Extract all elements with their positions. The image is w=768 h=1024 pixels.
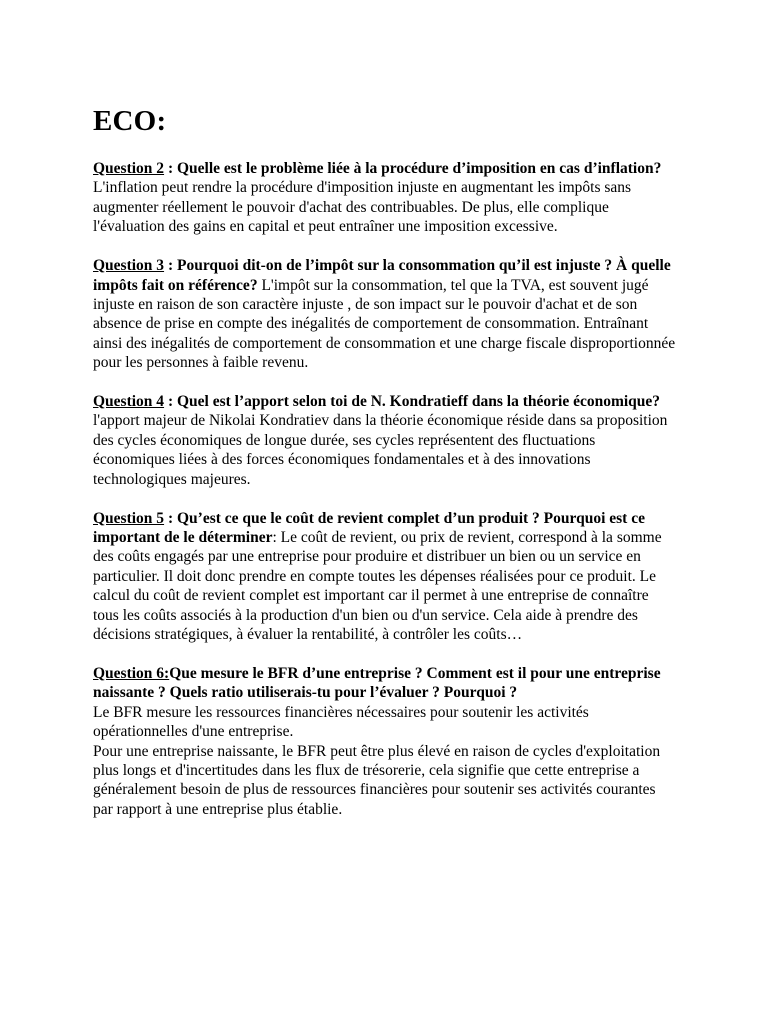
question-2-label: Question 2 [93,160,165,177]
question-2-text: Quelle est le problème liée à la procédure d’imposition en cas d’inflation? [176,160,662,177]
question-4-block [93,392,678,489]
question-6-text: Que mesure le BFR d’une entreprise ? Comment est il pour une entreprise naissante ? Quels ratio utiliserais-tu pour l’évaluer ? Pourquoi ? [93,664,661,702]
question-6-answer-paragraph-2: Pour une entreprise naissante, le BFR peut être plus élevé en raison de cycles d'exploitation plus longs et d'incertitudes dans les flux de trésorerie, cela signifie que cette entreprise a généralement besoin de plus de ressources financières pour soutenir ses activités courantes par rapport à une entreprise plus établie. [93,742,661,818]
question-4-answer: l'apport majeur de Nikolai Kondratiev dans la théorie économique réside dans sa proposition des cycles économiques de longue durée, ses cycles représentent des fluctuations économiques liées à des forces économiques fondamentales et à des innovations technologiques majeures. [93,412,668,488]
question-3-answer: L'impôt sur la consommation, tel que la TVA, est souvent jugé injuste en raison de son caractère injuste , de son impact sur le pouvoir d'achat et de son absence de prise en compte des inégalités de comportement de consommation. Entraînant ainsi des inégalités de comportement de consommation et une charge fiscale disproportionnée pour les personnes à faible revenu. [93,276,676,372]
question-5-text: Qu’est ce que le coût de revient complet d’un produit ? Pourquoi est ce important de le déterminer [93,509,645,546]
question-2-block [93,159,678,237]
question-3-label: Question 3 [93,257,165,275]
question-3-block [93,256,678,372]
question-5-answer: : Le coût de revient, ou prix de revient, correspond à la somme des coûts engagés par une entreprise pour produire et distribuer un bien ou un service en particulier. Il doit donc prendre en compte toutes les dépenses réalisées pour ce produit. Le calcul du coût de revient complet est important car il permet à une entreprise de connaître tous les coûts associés à la production d'un bien ou d'un service. Cela aide à prendre des décisions stratégiques, à évaluer la rentabilité, à contrôler les coûts… [93,529,662,644]
question-6-answer-paragraph-1: Le BFR mesure les ressources financières nécessaires pour soutenir les activités opérationnelles d'une entreprise. [93,703,589,741]
question-3-text: Pourquoi dit-on de l’impôt sur la consommation qu’il est injuste ? À quelle impôts fait on référence? [93,257,671,294]
question-2-heading [93,160,661,177]
question-4-heading [93,393,660,410]
question-6-label: Question 6: [93,664,170,682]
question-3-separator: : [164,257,177,275]
document-page [93,104,678,839]
question-4-label: Question 4 [93,393,165,411]
question-2-answer: L'inflation peut rendre la procédure d'imposition injuste en augmentant les impôts sans augmenter réellement le pouvoir d'achat des contribuables. De plus, elle complique l'évaluation des gains en capital et peut entraîner une imposition excessive. [93,179,632,236]
question-2-separator: : [164,160,177,177]
question-4-separator: : [164,393,177,411]
question-6-block [93,664,678,819]
question-6-heading [93,664,678,703]
question-5-block [93,509,678,645]
question-5-separator: : [164,509,177,527]
document-title: ECO: [93,105,167,137]
question-4-text: Quel est l’apport selon toi de N. Kondratieff dans la théorie économique? [176,393,661,411]
question-5-label: Question 5 [93,509,165,527]
